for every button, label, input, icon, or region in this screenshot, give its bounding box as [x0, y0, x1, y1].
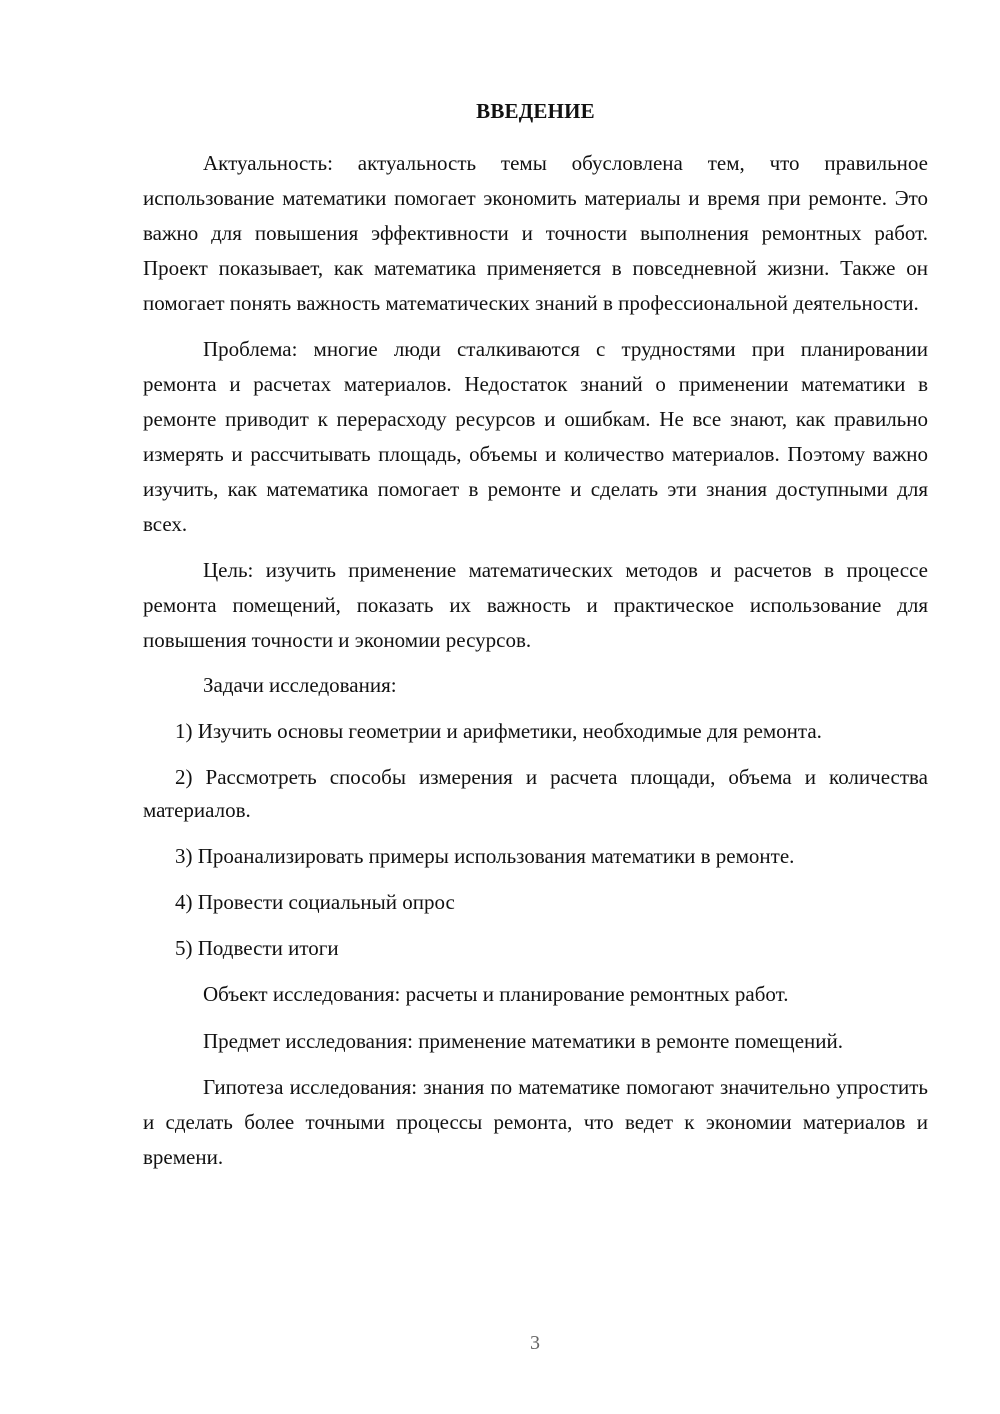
research-subject-paragraph: Предмет исследования: применение математики в ремонте помещений.	[203, 1029, 844, 1053]
problem-paragraph: Проблема: многие люди сталкиваются с трудностями при планировании ремонта и расчетах материалов. Недостаток знаний о применении математики в ремонте приводит к перерасходу ресурсов и ошибкам. Не все знают, как правильно измерять и рассчитывать площадь, объемы и количество материалов. Поэтому важно изучить, как математика помогает в ремонте и сделать эти знания доступными для всех.	[143, 337, 928, 536]
task-item-3: 3) Проанализировать примеры использования математики в ремонте.	[175, 844, 795, 868]
page-title: ВВЕДЕНИЕ	[476, 99, 595, 123]
research-object-paragraph: Объект исследования: расчеты и планирование ремонтных работ.	[203, 982, 789, 1006]
relevance-paragraph: Актуальность: актуальность темы обусловлена тем, что правильное использование математики помогает экономить материалы и время при ремонте. Это важно для повышения эффективности и точности выполнения ремонтных работ. Проект показывает, как математика применяется в повседневной жизни. Также он помогает понять важность математических знаний в профессиональной деятельности.	[143, 151, 928, 315]
page-number: 3	[530, 1332, 540, 1354]
document-page	[143, 96, 928, 1186]
task-item-1: 1) Изучить основы геометрии и арифметики, необходимые для ремонта.	[175, 719, 822, 743]
task-item-4: 4) Провести социальный опрос	[175, 890, 455, 914]
hypothesis-paragraph: Гипотеза исследования: знания по математике помогают значительно упростить и сделать более точными процессы ремонта, что ведет к экономии материалов и времени.	[143, 1075, 928, 1169]
tasks-heading: Задачи исследования:	[203, 673, 397, 697]
task-item-5: 5) Подвести итоги	[175, 936, 339, 960]
task-item-2: 2) Рассмотреть способы измерения и расчета площади, объема и количества материалов.	[143, 765, 928, 822]
goal-paragraph: Цель: изучить применение математических методов и расчетов в процессе ремонта помещений, показать их важность и практическое использование для повышения точности и экономии ресурсов.	[143, 558, 928, 652]
